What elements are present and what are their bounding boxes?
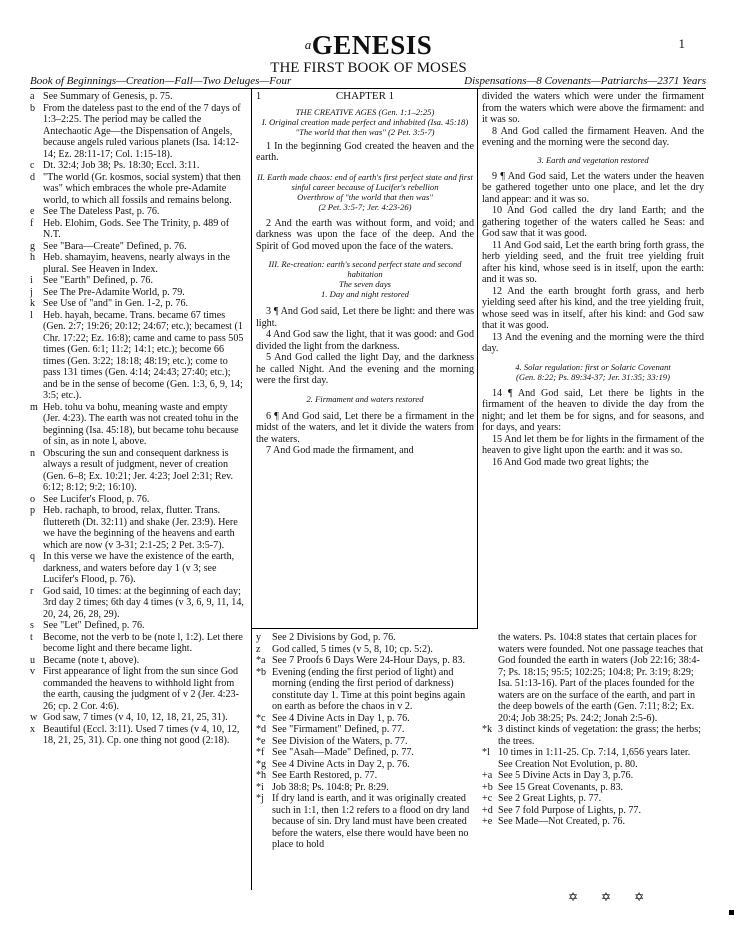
footer-stars: ✡ ✡ ✡: [568, 890, 655, 904]
note-i: *i Job 38:8; Ps. 104:8; Pr. 8:29.: [256, 781, 389, 793]
note-d: d "The world (Gr. kosmos, social system) that then was" which embraces the whole pre-Adamite world, to which all fossils and remains belong.: [30, 171, 241, 206]
verse-11: 11 And God said, Let the earth bring forth grass, the herb yielding seed, and the fruit tree yielding fruit after his kind, whose seed is in itself, upon the earth: and it was so.: [482, 239, 704, 285]
note-x: x Beautiful (Eccl. 3:11). Used 7 times (v 4, 10, 12, 18, 21, 25, 31). Cp. one thing not good (2:18).: [30, 723, 240, 746]
note-g: *g See 4 Divine Acts in Day 2, p. 76.: [256, 758, 410, 770]
note-j: *j If dry land is earth, and it was originally created such in 1:1, then 1:2 refers to a flood on dry land because of sin. Dry land must have been created before the waters, else there would have been no place to hold: [256, 793, 470, 850]
note-b: *b Evening (ending the first period of light) and morning (ending the first period of darkness) constitute day 1. Time at this point begins again on earth as before the chaos in v 2.: [256, 666, 466, 712]
verse-10: 10 And God called the dry land Earth; and the gathering together of the waters called he Seas: and God saw that it was good.: [482, 205, 704, 239]
page-number: 1: [678, 36, 685, 51]
col-divider-right: [477, 88, 478, 628]
book-subtitle: THE FIRST BOOK OF MOSES: [270, 60, 467, 76]
note-i: i See "Earth" Defined, p. 76.: [30, 275, 153, 286]
middle-text-column: 1 CHAPTER 1 THE CREATIVE AGES (Gen. 1:1–2:25) I. Original creation made perfect and inhabited (Isa. 45:18) "The world that then was" (2 Pet. 3:5-7) 1 In the beginning God created the heaven and the earth. II. Earth made chaos: end of earth's first perfect state and first sinful career because of Lucifer's rebellion Overthrow of "the world that then was" (2 Pet. 3:5-7; Jer. 4:23-26) 2 And the earth was without form, and void; and darkness was upon the face of the deep. And the Spirit of God moved upon the face of the waters. III. Re-creation: earth's second perfect state and second habitation The seven days 1. Day and night restored 3 ¶ And God said, Let there be light: and there was light. 4 And God saw the light, that it was good: and God divided the light from the darkness. 5 And God called the light Day, and the darkness he called Night. And the evening and the morning were the first day. 2. Firmament and waters restored 6 ¶ And God said, Let there be a firmament in the midst of the waters, and let it divide the waters from the waters. 7 And God made the firmament, and: [256, 91, 474, 456]
note-c: c Dt. 32:4; Job 38; Ps. 18:30; Eccl. 3:11.: [30, 160, 200, 171]
note-a: a See Summary of Genesis, p. 75.: [30, 91, 173, 102]
note-d: +d See 7 fold Purpose of Lights, p. 77.: [482, 804, 641, 816]
corner-mark: [729, 910, 734, 915]
verse-4: 4 And God saw the light, that it was good: and God divided the light from the darkness.: [256, 329, 474, 352]
verse-14: 14 ¶ And God said, Let there be lights in the firmament of the heaven to divide the day from the night; and let them be for signs, and for seasons, and for days, and years:: [482, 387, 704, 433]
note-d: *d See "Firmament" Defined, p. 77.: [256, 724, 405, 735]
note-j: j See The Pre-Adamite World, p. 79.: [30, 286, 185, 298]
tagline-right: Dispensations—8 Covenants—Patriarchs—2371 Years: [464, 75, 706, 87]
tagline-left: Book of Beginnings—Creation—Fall—Two Deluges—Four: [30, 75, 292, 87]
verse-12: 12 And the earth brought forth grass, and herb yielding seed after his kind, and the tree yielding fruit, whose seed was in itself, after his kind: and God saw that it was good.: [482, 285, 704, 331]
note-h: *h See Earth Restored, p. 77.: [256, 770, 378, 781]
book-title: $^a$GENESIS: [304, 30, 433, 60]
note-s: s See "Let" Defined, p. 76.: [30, 620, 145, 631]
note-e: *e See Division of the Waters, p. 77.: [256, 735, 408, 747]
verse-15: 15 And let them be for lights in the firmament of the heaven to give light upon the earth: and it was so.: [482, 433, 704, 456]
verse-6: 6 ¶ And God said, Let there be a firmament in the midst of the waters, and let it divide the waters from the waters.: [256, 410, 474, 445]
verse-3: 3 ¶ And God said, Let there be light: and there was light.: [256, 306, 474, 329]
verse-7-cont: divided the waters which were under the firmament from the waters which were above the firmament: and it was so.: [482, 91, 704, 125]
note-v: v First appearance of light from the sun since God commanded the heavens to withhold light from the earth, causing the judgment of v 2 (Jer. 4:23-26; cp. 2 Cor. 4:6).: [30, 666, 239, 712]
note-y: y See 2 Divisions by God, p. 76.: [256, 632, 396, 643]
verse-1: 1 In the beginning God created the heaven and the earth.: [256, 140, 474, 163]
left-notes-column: [30, 91, 246, 881]
note-z: z God called, 5 times (v 5, 8, 10; cp. 5:2).: [256, 643, 433, 655]
verse-13: 13 And the evening and the morning were the third day.: [482, 331, 704, 354]
note-cont: the waters. Ps. 104:8 states that certain places for waters were founded. Not one passage teaches that God founded the earth in waters (Job 22:16; 38:4-7; Ps. 18:15; 95:5; 102:25; 104:8; Pr. 3:19; 8:29; Isa. 51:13-16). Part of the places founded for the waters are on the surface of the earth, and part in the deep bowels of the earth (Gen. 7:11; 8:2; Ex. 20:4; Job 38:25; Ps. 24:2; Jonah 2:5-6).: [498, 632, 704, 724]
note-r: r God said, 10 times: at the beginning of each day; 3rd day 2 times; 6th day 4 times (v 3, 6, 9, 11, 14, 20, 24, 26, 28, 29).: [30, 585, 244, 620]
note-e: +e See Made—Not Created, p. 76.: [482, 816, 625, 827]
verse-16: 16 And God made two great lights; the: [492, 456, 649, 468]
col-divider-left: [251, 88, 252, 890]
note-p: p Heb. rachaph, to brood, relax, flutter. Trans. fluttereth (Dt. 32:11) and shake (Jer. 23:9). Here we have the beginning of the heavens and earth which are now (v 3-31; 2:1-25; 2 Pet. 3:5-7).: [30, 505, 238, 551]
note-n: n Obscuring the sun and consequent darkness is always a result of judgment, never of creation (Gen. 6–8; Ex. 10:21; Jer. 4:23; Joel 2:31; Rev. 6:12; 8:12; 9:2; 16:10).: [30, 447, 233, 493]
note-g: g See "Bara—Create" Defined, p. 76.: [30, 240, 187, 252]
verse-7: 7 And God made the firmament, and: [266, 445, 414, 456]
header-rule: [30, 88, 706, 89]
note-h: h Heb. shamayim, heavens, nearly always in the plural. See Heaven in Index.: [30, 252, 230, 275]
note-l: *l 10 times in 1:11-25. Cp. 7:14, 1,656 years later. See Creation Not Evolution, p. 80.: [482, 747, 691, 770]
mid-box-rule: [251, 628, 478, 629]
bottom-middle-notes: [256, 632, 474, 886]
verse-number: 1: [256, 91, 262, 102]
note-k: *k 3 distinct kinds of vegetation: the grass; the herbs; the trees.: [482, 724, 701, 747]
note-u: u Became (note t, above).: [30, 654, 140, 666]
note-c: *c See 4 Divine Acts in Day 1, p. 76.: [256, 712, 410, 724]
verse-9: 9 ¶ And God said, Let the waters under the heaven be gathered together unto one place, and let the dry land appear: and it was so.: [482, 170, 704, 205]
note-e: e See The Dateless Past, p. 76.: [30, 206, 160, 217]
note-c: +c See 2 Great Lights, p. 77.: [482, 793, 602, 804]
note-t: t Become, not the verb to be (note l, 1:2). Let there become light and there became light.: [30, 631, 243, 654]
note-a: +a See 5 Divine Acts in Day 3, p.76.: [482, 770, 634, 781]
right-text-column: divided the waters which were under the firmament from the waters which were above the firmament: and it was so. 8 And God called the firmament Heaven. And the evening and the morning were the second day. 3. Earth and vegetation restored 9 ¶ And God said, Let the waters under the heaven be gathered together unto one place, and let the dry land appear: and it was so. 10 And God called the dry land Earth; and the gathering together of the waters called he Seas: and God saw that it was good. 11 And God said, Let the earth bring forth grass, the herb yielding seed, and the fruit tree yielding fruit after his kind, whose seed is in itself, upon the earth: and it was so. 12 And the earth brought forth grass, and herb yielding seed after his kind, and the tree yielding fruit, whose seed was in itself, after his kind: and God saw that it was good. 13 And the evening and the morning were the third day. 4. Solar regulation: first or Solaric Covenant (Gen. 8:22; Ps. 89:34-37; Jer. 31:35; 33:19) 14 ¶ And God said, Let there be lights in the firmament of the heaven to divide the day from the night; and let them be for signs, and for seasons, and for days, and years: 15 And let them be for lights in the firmament of the heaven to give light upon the earth: and it was so. 16 And God made two great lights; the: [482, 91, 704, 468]
note-o: o See Lucifer's Flood, p. 76.: [30, 493, 150, 505]
verse-2: 2 And the earth was without form, and void; and darkness was upon the face of the deep. And the Spirit of God moved upon the face of the waters.: [256, 217, 474, 252]
chapter-heading: CHAPTER 1: [335, 91, 395, 102]
note-a: *a See 7 Proofs 6 Days Were 24-Hour Days, p. 83.: [256, 655, 465, 666]
note-m: m Heb. tohu va bohu, meaning waste and empty (Jer. 4:23). The earth was not created tohu in the beginning (Isa. 45:18), but became tohu because of sin, as in note l, above.: [30, 401, 239, 447]
note-b: b From the dateless past to the end of the 7 days of 1:3–2:25. The period may be called the Antechaotic Age—the Dispensation of Angels, because angels ruled various planets (Isa. 14:12-14; Ez. 28:11-17; Col. 1:15-18).: [30, 102, 241, 160]
note-f: f Heb. Elohim, Gods. See The Trinity, p. 489 of N.T.: [30, 217, 230, 240]
note-w: w God saw, 7 times (v 4, 10, 12, 18, 21, 25, 31).: [30, 712, 228, 723]
note-l: l Heb. hayah, became. Trans. became 67 times (Gen. 2:7; 19:26; 20:12; 24:67; etc.); becamest (1 Chr. 17:22; Ez. 16:8); came and came to pass 505 times (Gen. 6:1; 11:2; 14:1; etc.); become 66 times (Gen. 3:22; 18:18; 48:19; etc.); come to pass 131 times (Gen. 4:14; 24:43; 27:40; etc.); and be in the sense of become (Gen. 1:3, 6, 9, 14; 3:5; etc.).: [30, 309, 244, 401]
note-k: k See Use of "and" in Gen. 1-2, p. 76.: [30, 298, 189, 309]
note-q: q In this verse we have the existence of the earth, darkness, and waters before day 1 (v 3; see Lucifer's Flood, p. 76).: [30, 551, 235, 585]
bottom-right-notes: [482, 632, 704, 886]
verse-8: 8 And God called the firmament Heaven. And the evening and the morning were the second day.: [482, 125, 704, 148]
note-f: *f See "Asah—Made" Defined, p. 77.: [256, 747, 414, 758]
verse-5: 5 And God called the light Day, and the darkness he called Night. And the evening and the morning were the first day.: [256, 352, 474, 386]
note-b: +b See 15 Great Covenants, p. 83.: [482, 781, 624, 793]
